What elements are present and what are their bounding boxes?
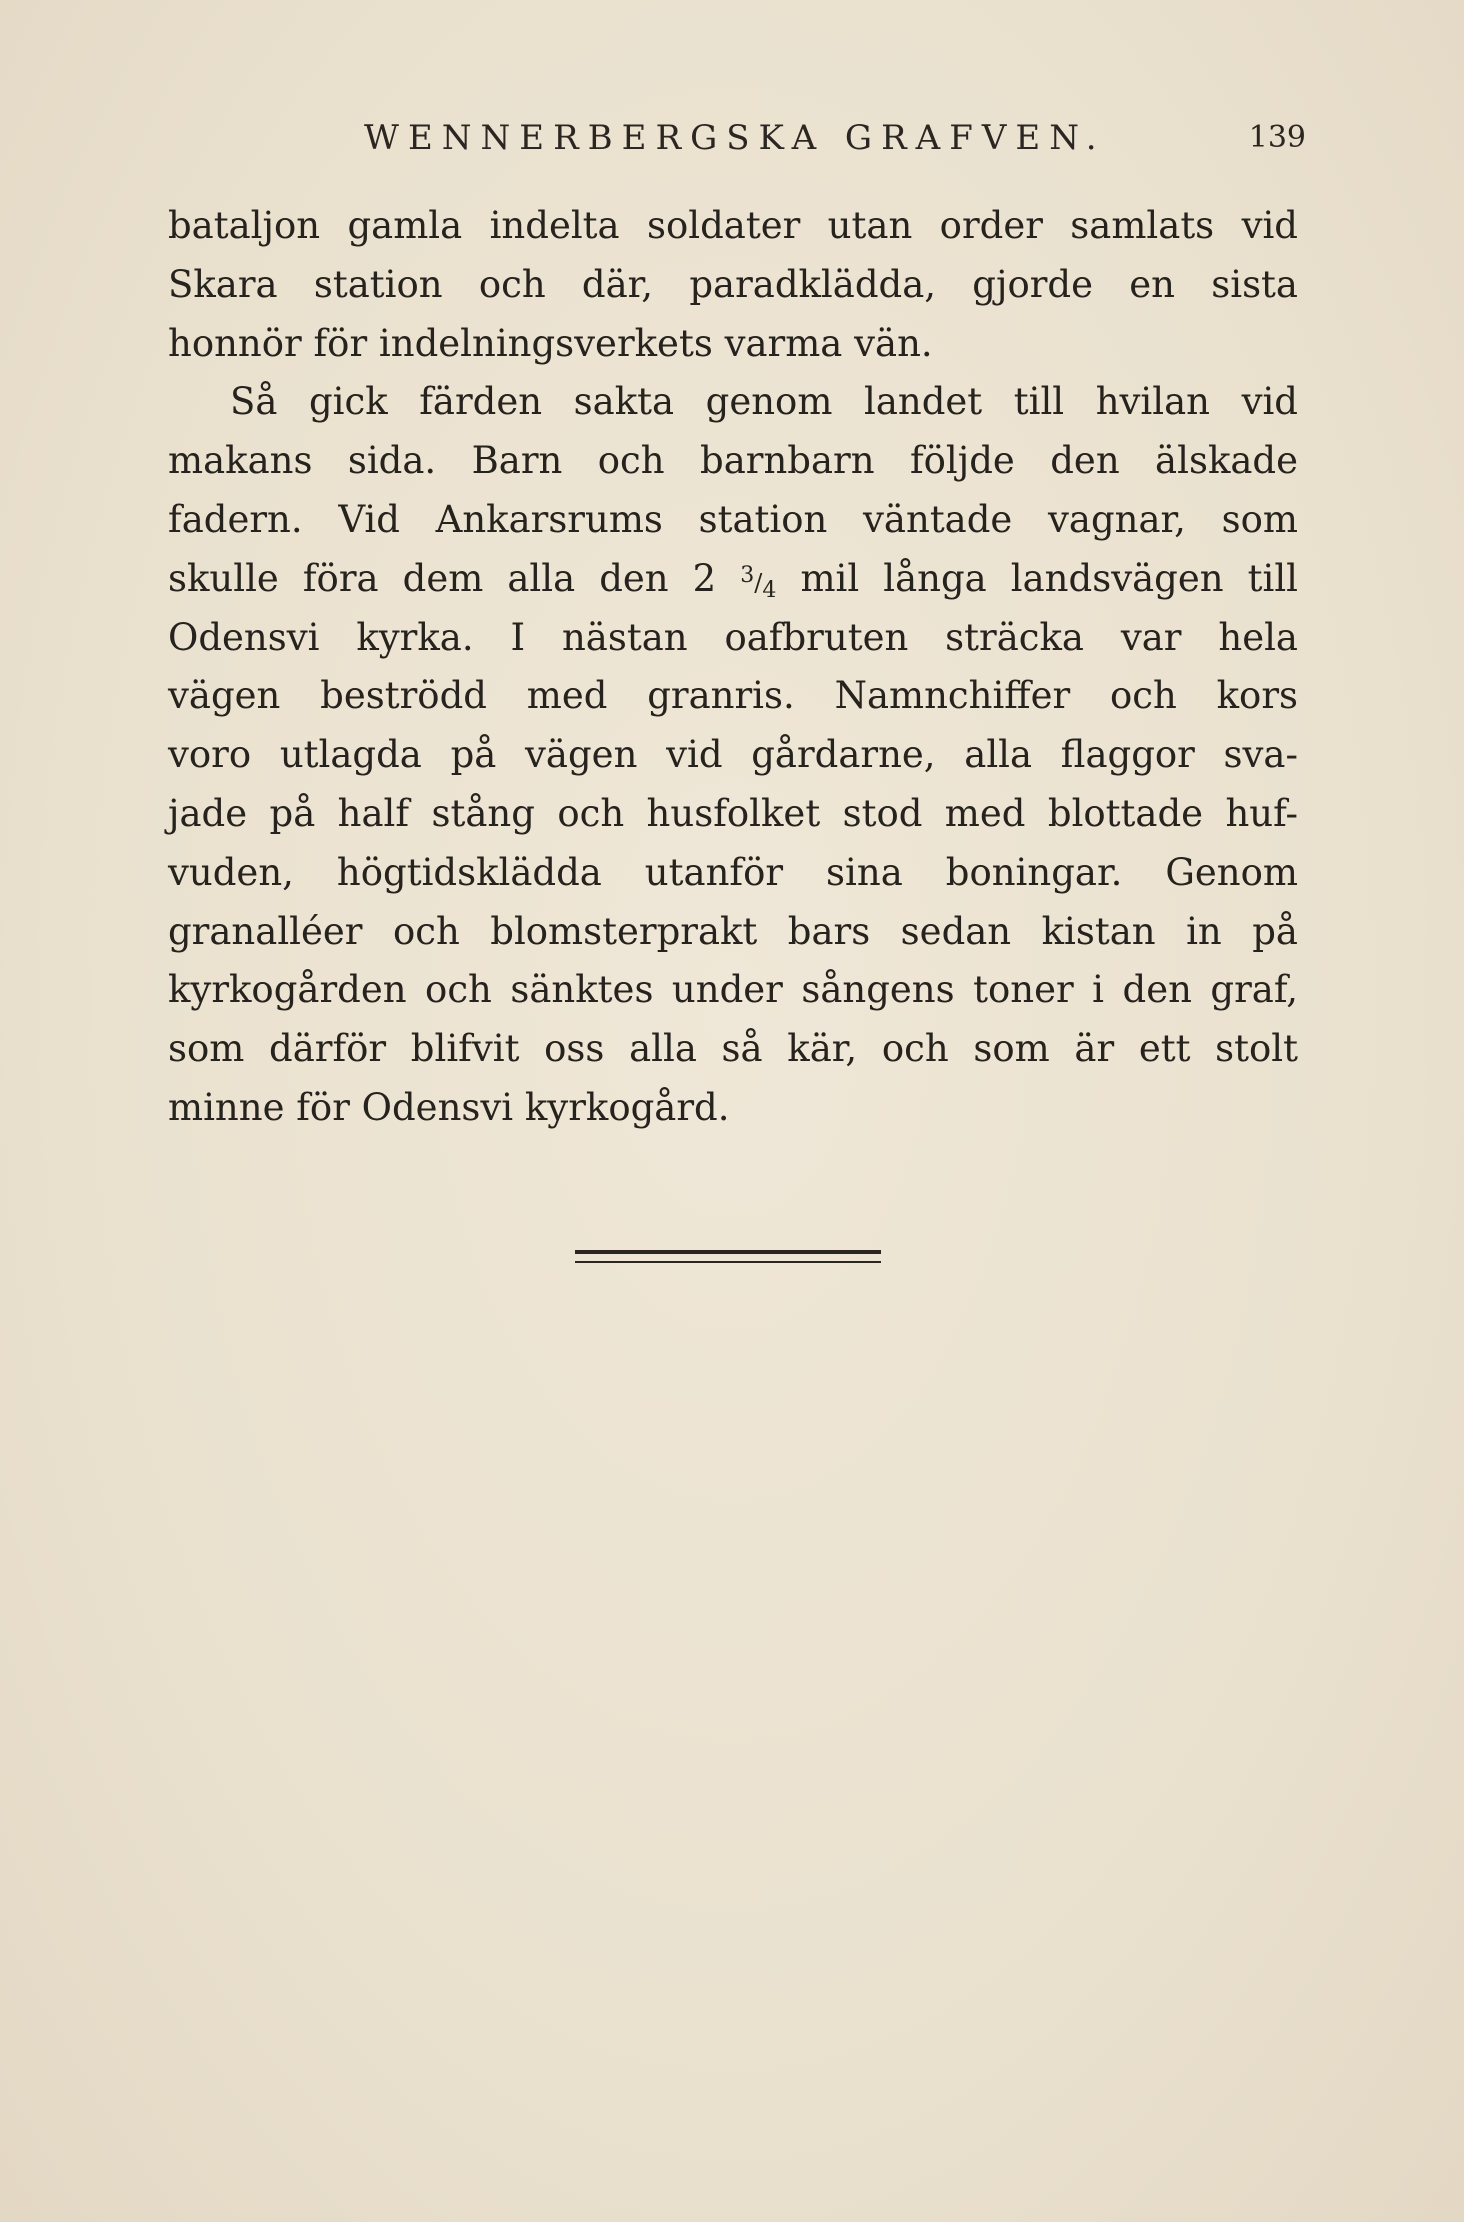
text-line: makans sida. Barn och barnbarn följde den älskade [168, 439, 1298, 483]
paragraph-first-line: Så gick färden sakta genom landet till hvilan vid [230, 380, 1298, 424]
text-line: honnör för indelningsverkets varma vän. [168, 321, 933, 365]
text-line: som därför blifvit oss alla så kär, och som är ett stolt [168, 1027, 1298, 1071]
text-line: minne för Odensvi kyrkogård. [168, 1085, 730, 1129]
end-rule-thick [575, 1250, 881, 1254]
text-line: bataljon gamla indelta soldater utan order samlats vid [168, 204, 1298, 247]
end-rule-thin [575, 1261, 881, 1263]
text-line: voro utlagda på vägen vid gårdarne, alla flaggor sva- [168, 733, 1298, 777]
text-line: Skara station och där, paradklädda, gjorde en sista [168, 262, 1298, 306]
fraction-numerator: 3 [740, 562, 755, 588]
text-line: Odensvi kyrka. I nästan oafbruten sträcka var hela [168, 615, 1298, 659]
text-line-with-fraction [168, 550, 1298, 609]
running-title: WENNERBERGSKA GRAFVEN. [364, 118, 1106, 158]
text-line: vuden, högtidsklädda utanför sina boningar. Genom [168, 850, 1298, 894]
text-line: jade på half stång och husfolket stod med blottade huf- [168, 791, 1298, 835]
fraction-denominator: 4 [762, 577, 777, 603]
text-line: vägen beströdd med granris. Namnchiffer och kors [168, 674, 1298, 718]
body-text [168, 197, 1298, 1138]
text-line: fadern. Vid Ankarsrums station väntade vagnar, som [168, 497, 1298, 541]
page-number: 139 [1248, 120, 1306, 155]
fraction: $^3/_4$ [740, 562, 777, 603]
page-header [364, 118, 1306, 168]
fraction-line-start: skulle föra dem alla den 2 [168, 556, 741, 600]
text-line: granalléer och blomsterprakt bars sedan kistan in på [168, 909, 1298, 953]
fraction-line-end: mil långa landsvägen till [776, 556, 1298, 600]
end-rule [575, 1250, 881, 1263]
text-line: kyrkogården och sänktes under sångens toner i den graf, [168, 968, 1298, 1012]
